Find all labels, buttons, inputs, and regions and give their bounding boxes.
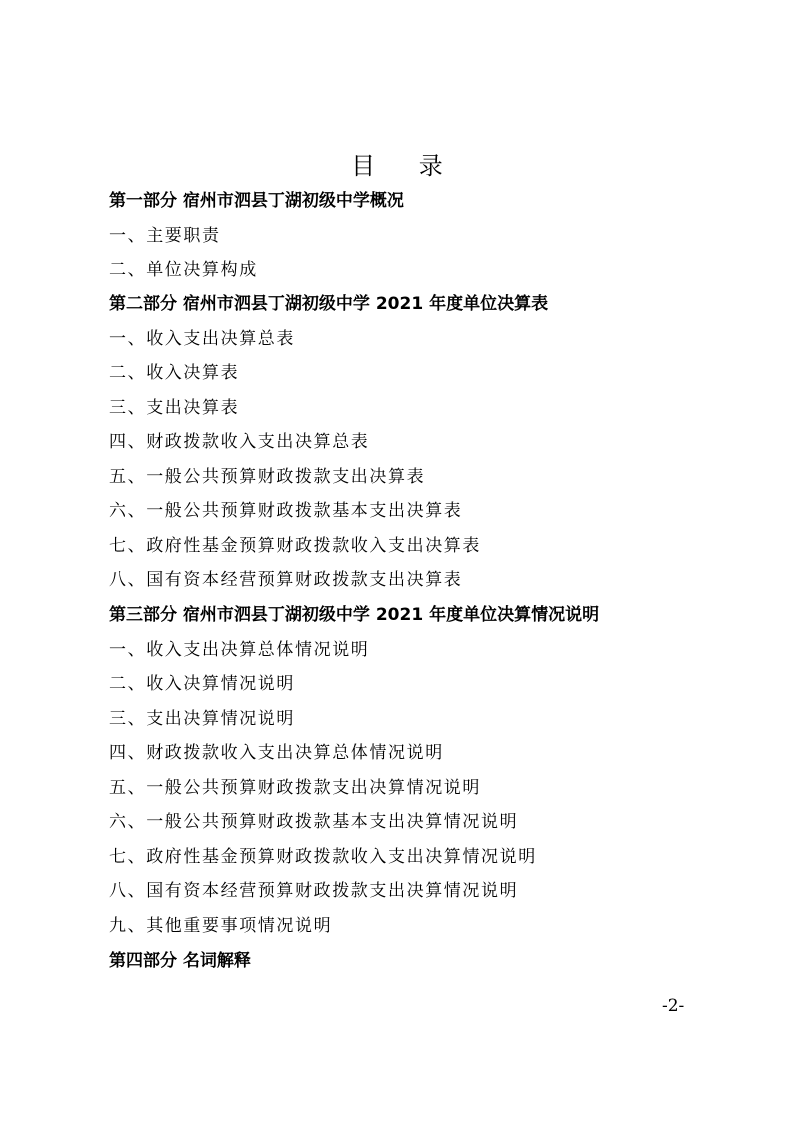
toc-item: 二、收入决算表 bbox=[109, 363, 240, 383]
part-heading-2: 第二部分 宿州市泗县丁湖初级中学 2021 年度单位决算表 bbox=[109, 294, 549, 314]
toc-item: 五、一般公共预算财政拨款支出决算情况说明 bbox=[109, 778, 481, 798]
toc-item: 六、一般公共预算财政拨款基本支出决算表 bbox=[109, 501, 463, 521]
toc-item: 三、支出决算表 bbox=[109, 398, 240, 418]
part-heading-4: 第四部分 名词解释 bbox=[109, 951, 251, 971]
toc-item: 八、国有资本经营预算财政拨款支出决算情况说明 bbox=[109, 881, 519, 901]
toc-item: 二、收入决算情况说明 bbox=[109, 674, 295, 694]
toc-item: 三、支出决算情况说明 bbox=[109, 709, 295, 729]
toc-item: 一、主要职责 bbox=[109, 226, 221, 246]
toc-item: 九、其他重要事项情况说明 bbox=[109, 916, 333, 936]
toc-item: 七、政府性基金预算财政拨款收入支出决算表 bbox=[109, 536, 481, 556]
page-title: 目 录 bbox=[351, 152, 461, 180]
toc-item: 一、收入支出决算总表 bbox=[109, 329, 295, 349]
toc-item: 四、财政拨款收入支出决算总体情况说明 bbox=[109, 743, 444, 763]
toc-item: 二、单位决算构成 bbox=[109, 260, 258, 280]
toc-item: 一、收入支出决算总体情况说明 bbox=[109, 640, 370, 660]
page-number: -2- bbox=[662, 996, 685, 1016]
part-heading-3: 第三部分 宿州市泗县丁湖初级中学 2021 年度单位决算情况说明 bbox=[109, 605, 600, 625]
part-heading-1: 第一部分 宿州市泗县丁湖初级中学概况 bbox=[109, 191, 404, 211]
toc-item: 四、财政拨款收入支出决算总表 bbox=[109, 432, 370, 452]
toc-item: 五、一般公共预算财政拨款支出决算表 bbox=[109, 467, 426, 487]
toc-item: 八、国有资本经营预算财政拨款支出决算表 bbox=[109, 570, 463, 590]
toc-item: 七、政府性基金预算财政拨款收入支出决算情况说明 bbox=[109, 847, 537, 867]
toc-item: 六、一般公共预算财政拨款基本支出决算情况说明 bbox=[109, 812, 519, 832]
